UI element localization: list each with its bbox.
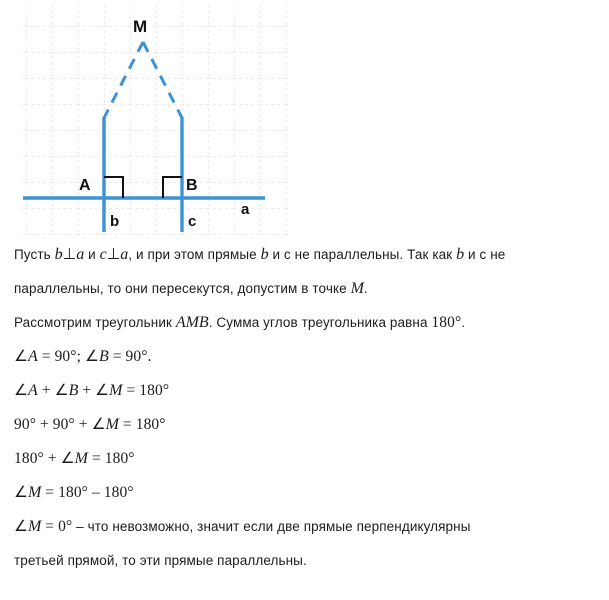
proof-run-plain: и с не <box>464 247 506 262</box>
proof-run-mathup: = 180° – 180° <box>41 484 134 501</box>
proof-run-math: a <box>120 246 129 263</box>
proof-run-mathup: ∠ <box>54 382 69 399</box>
proof-run-mathup: 90° + 90° + <box>14 416 92 433</box>
proof-run-mathup: = 180° <box>118 416 166 433</box>
proof-line <box>14 442 595 476</box>
proof-run-mathup: 180° <box>431 314 462 331</box>
proof-run-plain: и с не параллельны. Так как <box>268 247 457 262</box>
proof-run-math: M <box>350 280 364 297</box>
proof-text-body <box>0 238 609 578</box>
label-point-a: A <box>79 177 91 194</box>
proof-run-math: AMB <box>175 314 209 331</box>
proof-run-mathup: + <box>37 382 55 399</box>
proof-line <box>14 408 595 442</box>
proof-run-plain: третьей прямой, то эти прямые параллельны. <box>14 553 307 568</box>
proof-run-math: M <box>74 450 88 467</box>
proof-run-mathup: = 90°. <box>108 348 152 365</box>
proof-line <box>14 476 595 510</box>
proof-run-math: c <box>99 246 107 263</box>
proof-line <box>14 306 595 340</box>
proof-run-mathup: ∠ <box>14 382 28 399</box>
geometry-diagram <box>0 0 609 238</box>
proof-run-mathup: ⊥ <box>62 246 77 263</box>
proof-run-plain: параллельны, то они пересекутся, допустим в точке <box>14 281 351 296</box>
label-point-b: B <box>186 177 198 194</box>
proof-run-math: M <box>109 382 123 399</box>
proof-run-plain: Пусть <box>14 247 55 262</box>
label-line-b: b <box>110 213 120 230</box>
proof-run-mathup: = 180° <box>122 382 170 399</box>
proof-run-mathup: ∠ <box>14 348 28 365</box>
proof-run-math: b <box>260 246 269 263</box>
label-apex-m: M <box>133 17 148 36</box>
proof-line <box>14 374 595 408</box>
proof-run-mathup: = 90°; <box>37 348 85 365</box>
proof-run-mathup: ∠ <box>14 518 28 535</box>
proof-line <box>14 340 595 374</box>
proof-run-math: b <box>54 246 63 263</box>
grid-lines <box>20 4 290 236</box>
proof-run-mathup: ∠ <box>91 416 106 433</box>
proof-run-math: A <box>28 348 38 365</box>
proof-run-mathup: = 180° <box>87 450 135 467</box>
proof-line <box>14 238 595 272</box>
proof-run-plain: Рассмотрим треугольник <box>14 315 176 330</box>
proof-run-math: A <box>28 382 38 399</box>
proof-run-plain: – что невозможно, значит если две прямые перпендикулярны <box>72 519 471 534</box>
proof-line <box>14 272 595 306</box>
proof-run-math: M <box>28 518 42 535</box>
proof-run-math: M <box>105 416 119 433</box>
proof-run-mathup: + <box>78 382 96 399</box>
proof-run-mathup: ⊥ <box>106 246 121 263</box>
label-line-c: c <box>188 213 197 230</box>
label-line-a: a <box>241 201 250 218</box>
proof-run-mathup: 180° + <box>14 450 61 467</box>
proof-run-plain: . <box>461 315 466 330</box>
proof-line-list <box>14 238 595 578</box>
proof-run-plain: , и при этом прямые <box>128 247 261 262</box>
proof-run-math: B <box>98 348 109 365</box>
proof-run-mathup: ∠ <box>95 382 110 399</box>
diagram-canvas <box>0 0 609 238</box>
proof-run-math: B <box>68 382 79 399</box>
proof-run-math: b <box>456 246 465 263</box>
proof-run-math: a <box>76 246 85 263</box>
proof-run-mathup: ∠ <box>84 348 99 365</box>
proof-line <box>14 510 595 544</box>
proof-run-plain: и <box>84 247 100 262</box>
proof-run-mathup: ∠ <box>14 484 28 501</box>
proof-run-plain: . Сумма углов треугольника равна <box>208 315 432 330</box>
proof-run-plain: . <box>363 281 368 296</box>
proof-run-math: M <box>28 484 42 501</box>
proof-run-mathup: = 0° <box>41 518 73 535</box>
proof-line <box>14 544 595 578</box>
proof-run-mathup: ∠ <box>60 450 75 467</box>
